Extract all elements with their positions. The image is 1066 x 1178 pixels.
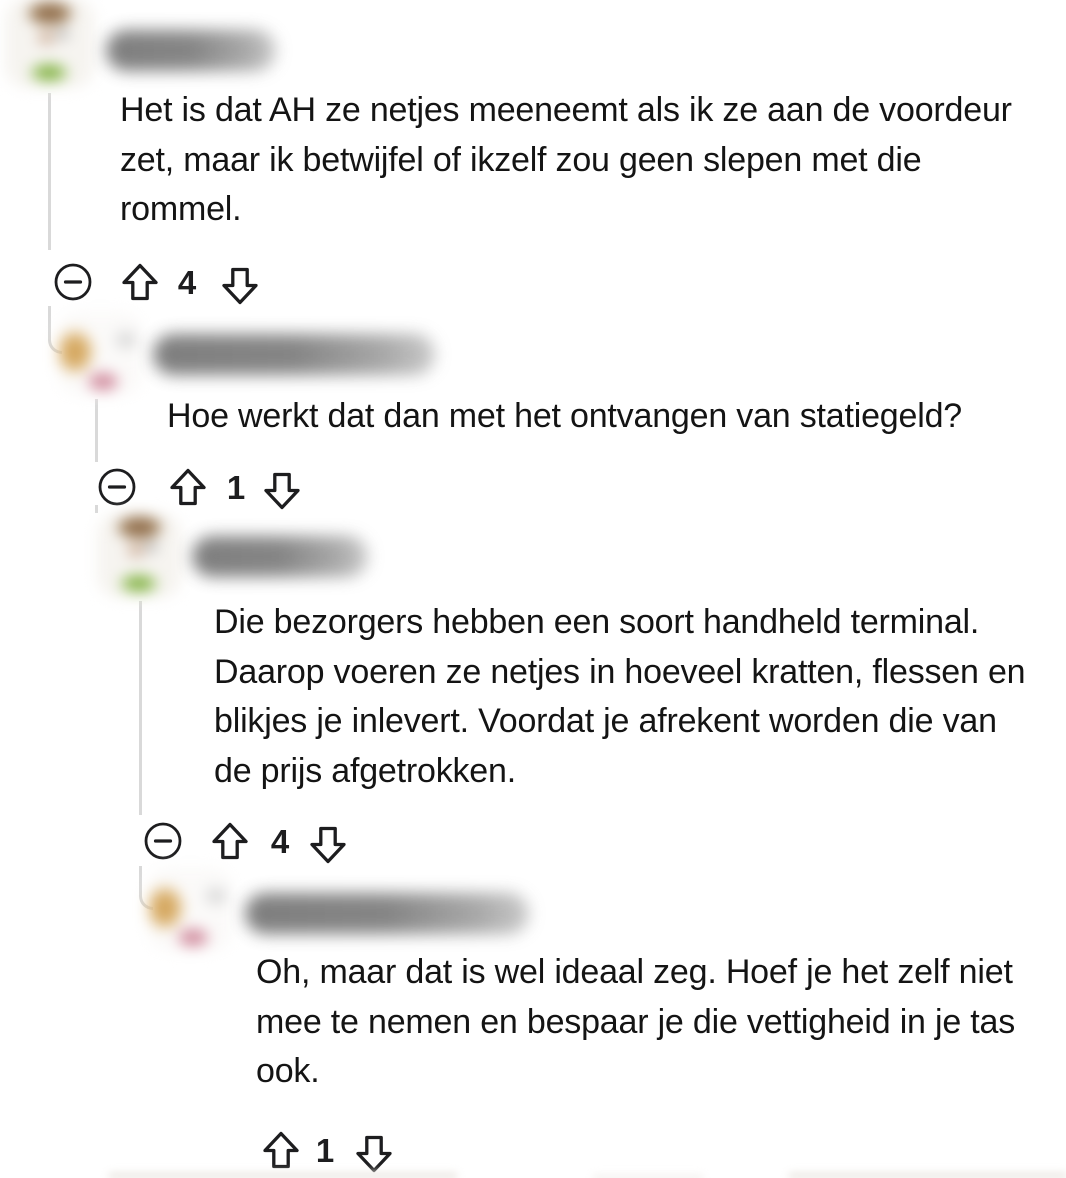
- arrow-down-icon: [354, 1134, 394, 1174]
- minus-circle-icon: [143, 821, 183, 861]
- arrow-up-icon: [168, 467, 208, 507]
- username-blurred[interactable]: [245, 893, 529, 934]
- downvote-button[interactable]: [220, 266, 260, 306]
- comment-text-line: zet, maar ik betwijfel of ikzelf zou geen slepen met die: [120, 140, 922, 179]
- comment-text-line: mee te nemen en bespaar je die vettigheid in je tas: [256, 1002, 1016, 1041]
- comment-text-line: rommel.: [120, 190, 242, 228]
- arrow-up-icon: [210, 821, 250, 861]
- comment-text: [120, 86, 1012, 235]
- vote-count: 1: [315, 1132, 335, 1169]
- arrow-down-icon: [262, 471, 302, 511]
- comment-text-line: Hoe werkt dat dan met het ontvangen van statiegeld?: [167, 397, 962, 435]
- upvote-button[interactable]: [210, 821, 250, 861]
- arrow-down-icon: [220, 266, 260, 306]
- minus-circle-icon: [53, 262, 93, 302]
- comment-text: [167, 392, 962, 442]
- comment-text-line: Het is dat AH ze netjes meeneemt als ik ze aan de voordeur: [120, 91, 1012, 129]
- downvote-button[interactable]: [262, 471, 302, 511]
- blurred-next-content: [592, 1174, 704, 1178]
- username-blurred[interactable]: [106, 30, 276, 71]
- downvote-button[interactable]: [354, 1134, 394, 1174]
- blurred-next-content: [788, 1172, 1066, 1178]
- comment-text-line: ook.: [256, 1052, 320, 1090]
- comment-text-line: Daarop voeren ze netjes in hoeveel kratten, flessen en: [214, 652, 1026, 691]
- blurred-next-content: [108, 1172, 458, 1178]
- user-avatar[interactable]: [97, 513, 182, 598]
- user-avatar[interactable]: [148, 867, 233, 952]
- thread-line: [48, 93, 51, 250]
- collapse-comment-button[interactable]: [53, 262, 93, 302]
- vote-count: 4: [177, 264, 197, 301]
- thread-line: [48, 306, 51, 334]
- upvote-button[interactable]: [120, 262, 160, 302]
- thread-line: [139, 601, 142, 815]
- comment-text-line: de prijs afgetrokken.: [214, 751, 516, 790]
- arrow-down-icon: [308, 825, 348, 865]
- comment-text: [256, 948, 1015, 1097]
- upvote-button[interactable]: [261, 1130, 301, 1170]
- comment-text-line: Die bezorgers hebben een soort handheld terminal.: [214, 603, 980, 641]
- thread-line: [139, 866, 142, 890]
- thread-line: [95, 399, 98, 462]
- comment-text: [214, 598, 1025, 796]
- username-blurred[interactable]: [153, 334, 435, 375]
- comment-text-line: blikjes je inlevert. Voordat je afrekent worden die van: [214, 702, 997, 740]
- collapse-comment-button[interactable]: [97, 467, 137, 507]
- minus-circle-icon: [97, 467, 137, 507]
- comment-text-line: Oh, maar dat is wel ideaal zeg. Hoef je het zelf niet: [256, 953, 1013, 991]
- user-avatar[interactable]: [5, 0, 95, 88]
- upvote-button[interactable]: [168, 467, 208, 507]
- vote-count: 1: [226, 469, 246, 506]
- arrow-up-icon: [120, 262, 160, 302]
- vote-count: 4: [270, 823, 290, 860]
- arrow-up-icon: [261, 1130, 301, 1170]
- collapse-comment-button[interactable]: [143, 821, 183, 861]
- downvote-button[interactable]: [308, 825, 348, 865]
- user-avatar[interactable]: [58, 311, 143, 396]
- username-blurred[interactable]: [192, 536, 368, 577]
